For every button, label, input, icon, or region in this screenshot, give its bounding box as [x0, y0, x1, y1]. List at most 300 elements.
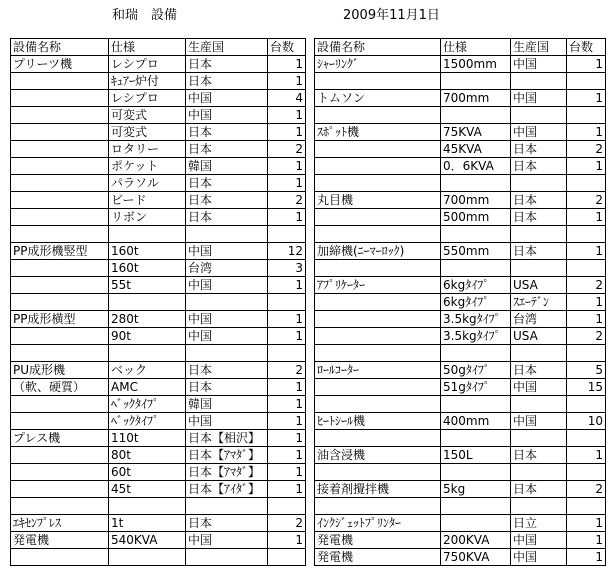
country-cell: [186, 549, 268, 566]
column-header: 生産国: [186, 39, 268, 56]
spec-cell: ロタリー: [109, 141, 186, 158]
spec-cell: [109, 498, 186, 515]
table-row: [315, 192, 606, 209]
quantity-cell: 1: [567, 549, 606, 566]
country-cell: 日本【ｱﾏﾀﾞ】: [186, 447, 268, 464]
country-cell: ｽｴｰﾃﾞﾝ: [511, 294, 567, 311]
spec-cell: 160t: [109, 243, 186, 260]
spec-cell: 160t: [109, 260, 186, 277]
quantity-cell: 1: [268, 124, 306, 141]
country-cell: 日本: [186, 73, 268, 90]
table-row: [315, 447, 606, 464]
country-cell: 日本: [511, 192, 567, 209]
spec-cell: 3.5kgﾀｲﾌﾟ: [441, 328, 511, 345]
spec-cell: 540KVA: [109, 532, 186, 549]
spec-cell: 1t: [109, 515, 186, 532]
table-row: [315, 243, 606, 260]
equipment-name-cell: [11, 481, 109, 498]
spec-cell: 55t: [109, 277, 186, 294]
spec-cell: 400mm: [441, 413, 511, 430]
country-cell: 中国: [186, 532, 268, 549]
spec-cell: [441, 345, 511, 362]
table-row: [11, 73, 306, 90]
quantity-cell: 1: [567, 158, 606, 175]
quantity-cell: 1: [567, 209, 606, 226]
equipment-name-cell: （軟、硬質）: [11, 379, 109, 396]
country-cell: 日本: [186, 175, 268, 192]
spec-cell: 1500mm: [441, 56, 511, 73]
country-cell: 中国: [186, 328, 268, 345]
equipment-name-cell: 加締機(ﾆｰﾏｰﾛｯｸ): [315, 243, 441, 260]
equipment-name-cell: [11, 209, 109, 226]
equipment-name-cell: [11, 175, 109, 192]
spec-cell: 90t: [109, 328, 186, 345]
equipment-name-cell: [315, 260, 441, 277]
spec-cell: [441, 175, 511, 192]
equipment-name-cell: 発電機: [315, 532, 441, 549]
table-row: [11, 158, 306, 175]
country-cell: 日本: [186, 515, 268, 532]
quantity-cell: 1: [268, 328, 306, 345]
country-cell: 日本【相沢】: [186, 430, 268, 447]
spec-cell: 0．6KVA: [441, 158, 511, 175]
quantity-cell: [567, 107, 606, 124]
equipment-name-cell: [315, 379, 441, 396]
quantity-cell: 1: [268, 396, 306, 413]
country-cell: [511, 107, 567, 124]
spec-cell: パラソル: [109, 175, 186, 192]
table-row: [315, 481, 606, 498]
table-row: [315, 124, 606, 141]
quantity-cell: 1: [567, 124, 606, 141]
country-cell: 日本: [186, 124, 268, 141]
table-row: [315, 90, 606, 107]
country-cell: [511, 430, 567, 447]
country-cell: 日本: [511, 243, 567, 260]
spec-cell: ﾍﾞｯｸﾀｲﾌﾟ: [109, 396, 186, 413]
equipment-name-cell: [315, 141, 441, 158]
spec-cell: [441, 226, 511, 243]
table-row: [315, 158, 606, 175]
table-row: [11, 141, 306, 158]
column-header: 設備名称: [315, 39, 441, 56]
equipment-name-cell: [11, 413, 109, 430]
spec-cell: 3.5kgﾀｲﾌﾟ: [441, 311, 511, 328]
equipment-name-cell: [11, 124, 109, 141]
spec-cell: 700mm: [441, 90, 511, 107]
quantity-cell: 1: [567, 515, 606, 532]
equipment-name-cell: [315, 175, 441, 192]
quantity-cell: 1: [268, 158, 306, 175]
table-row: [315, 311, 606, 328]
table-row: [11, 226, 306, 243]
spec-cell: リボン: [109, 209, 186, 226]
table-row: [11, 90, 306, 107]
equipment-name-cell: 発電機: [11, 532, 109, 549]
quantity-cell: 12: [268, 243, 306, 260]
equipment-name-cell: トムソン: [315, 90, 441, 107]
table-row: [315, 345, 606, 362]
equipment-name-cell: [315, 328, 441, 345]
country-cell: [186, 226, 268, 243]
country-cell: USA: [511, 328, 567, 345]
equipment-name-cell: ﾛｰﾙｺｰﾀｰ: [315, 362, 441, 379]
equipment-name-cell: ｲﾝｸｼﾞｪｯﾄﾌﾟﾘﾝﾀｰ: [315, 515, 441, 532]
equipment-name-cell: [11, 464, 109, 481]
quantity-cell: [567, 464, 606, 481]
quantity-cell: 4: [268, 90, 306, 107]
country-cell: [186, 498, 268, 515]
quantity-cell: 2: [567, 481, 606, 498]
column-header: 仕様: [441, 39, 511, 56]
table-row: [11, 243, 306, 260]
table-row: [315, 260, 606, 277]
equipment-name-cell: [11, 328, 109, 345]
table-row: [11, 447, 306, 464]
equipment-name-cell: [11, 226, 109, 243]
equipment-name-cell: PP成形機竪型: [11, 243, 109, 260]
table-row: [11, 498, 306, 515]
country-cell: 日本: [511, 362, 567, 379]
equipment-name-cell: [315, 73, 441, 90]
table-row: [11, 124, 306, 141]
quantity-cell: 1: [268, 481, 306, 498]
country-cell: 中国: [511, 56, 567, 73]
table-row: [11, 345, 306, 362]
spec-cell: 50gﾀｲﾌﾟ: [441, 362, 511, 379]
country-cell: 中国: [511, 90, 567, 107]
equipment-name-cell: [315, 294, 441, 311]
quantity-cell: 1: [268, 532, 306, 549]
quantity-cell: 1: [268, 107, 306, 124]
table-row: [11, 413, 306, 430]
equipment-name-cell: [315, 107, 441, 124]
quantity-cell: [567, 430, 606, 447]
table-row: [315, 464, 606, 481]
spec-cell: 500mm: [441, 209, 511, 226]
spec-cell: 110t: [109, 430, 186, 447]
quantity-cell: 1: [567, 447, 606, 464]
spec-cell: [109, 345, 186, 362]
quantity-cell: 5: [567, 362, 606, 379]
spec-cell: 可変式: [109, 124, 186, 141]
spec-cell: 200KVA: [441, 532, 511, 549]
quantity-cell: 1: [567, 532, 606, 549]
quantity-cell: 1: [268, 379, 306, 396]
spec-cell: [109, 549, 186, 566]
country-cell: 韓国: [186, 158, 268, 175]
equipment-name-cell: [11, 107, 109, 124]
quantity-cell: 2: [567, 328, 606, 345]
country-cell: 中国: [511, 549, 567, 566]
country-cell: 日本: [511, 447, 567, 464]
quantity-cell: [567, 226, 606, 243]
table-row: [11, 175, 306, 192]
quantity-cell: 1: [268, 311, 306, 328]
spec-cell: レシプロ: [109, 90, 186, 107]
quantity-cell: [567, 73, 606, 90]
table-row: [11, 481, 306, 498]
country-cell: 日本: [186, 209, 268, 226]
country-cell: 中国: [186, 413, 268, 430]
country-cell: 日本: [511, 209, 567, 226]
country-cell: 日本: [511, 481, 567, 498]
quantity-cell: 2: [268, 362, 306, 379]
country-cell: 日本: [186, 141, 268, 158]
spec-cell: ビード: [109, 192, 186, 209]
quantity-cell: [567, 396, 606, 413]
country-cell: 中国: [511, 413, 567, 430]
country-cell: 台湾: [186, 260, 268, 277]
table-row: [11, 362, 306, 379]
spec-cell: [441, 464, 511, 481]
equipment-name-cell: [11, 90, 109, 107]
quantity-cell: 1: [567, 311, 606, 328]
equipment-name-cell: [11, 396, 109, 413]
quantity-cell: 1: [567, 56, 606, 73]
country-cell: 台湾: [511, 311, 567, 328]
table-row: [315, 209, 606, 226]
quantity-cell: 1: [268, 430, 306, 447]
table-row: [315, 362, 606, 379]
table-row: [315, 532, 606, 549]
equipment-name-cell: [11, 447, 109, 464]
table-row: [315, 175, 606, 192]
quantity-cell: 1: [268, 464, 306, 481]
equipment-table-right: [314, 38, 606, 566]
country-cell: 中国: [186, 243, 268, 260]
spec-cell: 550mm: [441, 243, 511, 260]
country-cell: 中国: [186, 277, 268, 294]
spec-cell: [441, 430, 511, 447]
table-row: [11, 515, 306, 532]
spec-cell: 6kgﾀｲﾌﾟ: [441, 294, 511, 311]
spec-cell: 5kg: [441, 481, 511, 498]
table-row: [11, 277, 306, 294]
spec-cell: ベック: [109, 362, 186, 379]
quantity-cell: 1: [268, 175, 306, 192]
table-row: [315, 294, 606, 311]
table-row: [11, 328, 306, 345]
spec-cell: AMC: [109, 379, 186, 396]
table-row: [315, 396, 606, 413]
equipment-name-cell: ﾋｰﾄｼｰﾙ機: [315, 413, 441, 430]
country-cell: [511, 73, 567, 90]
country-cell: 中国: [186, 107, 268, 124]
spec-cell: レシプロ: [109, 56, 186, 73]
country-cell: 韓国: [186, 396, 268, 413]
table-row: [315, 277, 606, 294]
country-cell: [511, 175, 567, 192]
table-row: [11, 379, 306, 396]
column-header: 生産国: [511, 39, 567, 56]
spec-cell: 可変式: [109, 107, 186, 124]
country-cell: 日本: [186, 379, 268, 396]
equipment-name-cell: [315, 498, 441, 515]
quantity-cell: 2: [268, 515, 306, 532]
country-cell: 中国: [511, 532, 567, 549]
equipment-name-cell: ｼｬｰﾘﾝｸﾞ: [315, 56, 441, 73]
equipment-name-cell: [315, 464, 441, 481]
quantity-cell: 1: [268, 447, 306, 464]
quantity-cell: [567, 175, 606, 192]
table-row: [11, 311, 306, 328]
spec-cell: ﾍﾞｯｸﾀｲﾌﾟ: [109, 413, 186, 430]
country-cell: [511, 260, 567, 277]
table-row: [315, 515, 606, 532]
quantity-cell: [567, 498, 606, 515]
spec-cell: 80t: [109, 447, 186, 464]
country-cell: [186, 294, 268, 311]
spec-cell: [441, 107, 511, 124]
equipment-name-cell: [11, 498, 109, 515]
quantity-cell: [268, 226, 306, 243]
quantity-cell: 2: [567, 277, 606, 294]
equipment-name-cell: ｱﾌﾟﾘｹｰﾀｰ: [315, 277, 441, 294]
spec-cell: ｷｭｱｰ炉付: [109, 73, 186, 90]
spec-cell: 60t: [109, 464, 186, 481]
table-row: [11, 464, 306, 481]
quantity-cell: [268, 549, 306, 566]
equipment-name-cell: [315, 226, 441, 243]
equipment-name-cell: プリーツ機: [11, 56, 109, 73]
country-cell: 日本: [511, 158, 567, 175]
equipment-name-cell: [11, 141, 109, 158]
equipment-name-cell: [315, 158, 441, 175]
equipment-name-cell: [315, 209, 441, 226]
spec-cell: 700mm: [441, 192, 511, 209]
table-row: [11, 549, 306, 566]
equipment-table-left: [10, 38, 306, 566]
equipment-name-cell: 油含浸機: [315, 447, 441, 464]
table-row: [11, 260, 306, 277]
equipment-name-cell: ｴｷｾﾝﾌﾟﾚｽ: [11, 515, 109, 532]
country-cell: 日立: [511, 515, 567, 532]
table-row: [315, 328, 606, 345]
column-header: 台数: [567, 39, 606, 56]
quantity-cell: 15: [567, 379, 606, 396]
quantity-cell: [268, 345, 306, 362]
spec-cell: ポケット: [109, 158, 186, 175]
table-row: [11, 56, 306, 73]
country-cell: 中国: [186, 90, 268, 107]
quantity-cell: 2: [567, 141, 606, 158]
date-label: 2009年11月1日: [343, 8, 440, 23]
right-header-row: [315, 39, 606, 56]
table-row: [315, 379, 606, 396]
quantity-cell: [567, 260, 606, 277]
spec-cell: [441, 73, 511, 90]
company-title: 和瑞 設備: [112, 8, 178, 23]
country-cell: 中国: [511, 124, 567, 141]
table-row: [315, 107, 606, 124]
quantity-cell: 1: [268, 209, 306, 226]
country-cell: USA: [511, 277, 567, 294]
spec-cell: 45KVA: [441, 141, 511, 158]
equipment-name-cell: [11, 277, 109, 294]
table-row: [11, 430, 306, 447]
spec-cell: [441, 498, 511, 515]
quantity-cell: 2: [567, 192, 606, 209]
equipment-name-cell: [315, 430, 441, 447]
table-row: [11, 532, 306, 549]
quantity-cell: 1: [268, 277, 306, 294]
country-cell: 日本: [186, 192, 268, 209]
table-row: [315, 73, 606, 90]
spec-cell: [441, 396, 511, 413]
equipment-name-cell: 丸目機: [315, 192, 441, 209]
country-cell: [511, 226, 567, 243]
table-row: [315, 226, 606, 243]
country-cell: 日本【ｱｲﾀﾞ】: [186, 481, 268, 498]
equipment-name-cell: [11, 294, 109, 311]
table-row: [315, 141, 606, 158]
equipment-name-cell: [315, 311, 441, 328]
equipment-name-cell: 接着剤攪拌機: [315, 481, 441, 498]
equipment-name-cell: [11, 73, 109, 90]
table-row: [315, 549, 606, 566]
spec-cell: 51gﾀｲﾌﾟ: [441, 379, 511, 396]
quantity-cell: [567, 345, 606, 362]
quantity-cell: 3: [268, 260, 306, 277]
column-header: 台数: [268, 39, 306, 56]
table-row: [11, 396, 306, 413]
country-cell: 日本: [186, 56, 268, 73]
table-row: [11, 294, 306, 311]
equipment-name-cell: プレス機: [11, 430, 109, 447]
country-cell: 日本【ｱﾏﾀﾞ】: [186, 464, 268, 481]
spec-cell: 75KVA: [441, 124, 511, 141]
country-cell: [186, 345, 268, 362]
country-cell: [511, 498, 567, 515]
equipment-name-cell: PU成形機: [11, 362, 109, 379]
spec-cell: 750KVA: [441, 549, 511, 566]
country-cell: [511, 345, 567, 362]
country-cell: [511, 464, 567, 481]
spec-cell: [441, 515, 511, 532]
quantity-cell: 1: [567, 243, 606, 260]
quantity-cell: 1: [268, 73, 306, 90]
equipment-name-cell: [11, 260, 109, 277]
equipment-name-cell: [315, 396, 441, 413]
quantity-cell: 2: [268, 141, 306, 158]
equipment-name-cell: [11, 345, 109, 362]
country-cell: 中国: [511, 379, 567, 396]
spec-cell: 6kgﾀｲﾌﾟ: [441, 277, 511, 294]
quantity-cell: 2: [268, 192, 306, 209]
spec-cell: 45t: [109, 481, 186, 498]
equipment-name-cell: [11, 549, 109, 566]
quantity-cell: 1: [268, 413, 306, 430]
quantity-cell: 1: [567, 294, 606, 311]
spec-cell: [441, 260, 511, 277]
table-row: [11, 209, 306, 226]
spec-cell: 150L: [441, 447, 511, 464]
table-row: [11, 107, 306, 124]
equipment-name-cell: 発電機: [315, 549, 441, 566]
table-row: [11, 192, 306, 209]
country-cell: 中国: [186, 311, 268, 328]
table-row: [315, 56, 606, 73]
quantity-cell: 10: [567, 413, 606, 430]
left-header-row: [11, 39, 306, 56]
quantity-cell: 1: [567, 90, 606, 107]
spec-cell: [109, 226, 186, 243]
quantity-cell: 1: [268, 56, 306, 73]
equipment-name-cell: [11, 192, 109, 209]
table-row: [315, 498, 606, 515]
spec-cell: 280t: [109, 311, 186, 328]
